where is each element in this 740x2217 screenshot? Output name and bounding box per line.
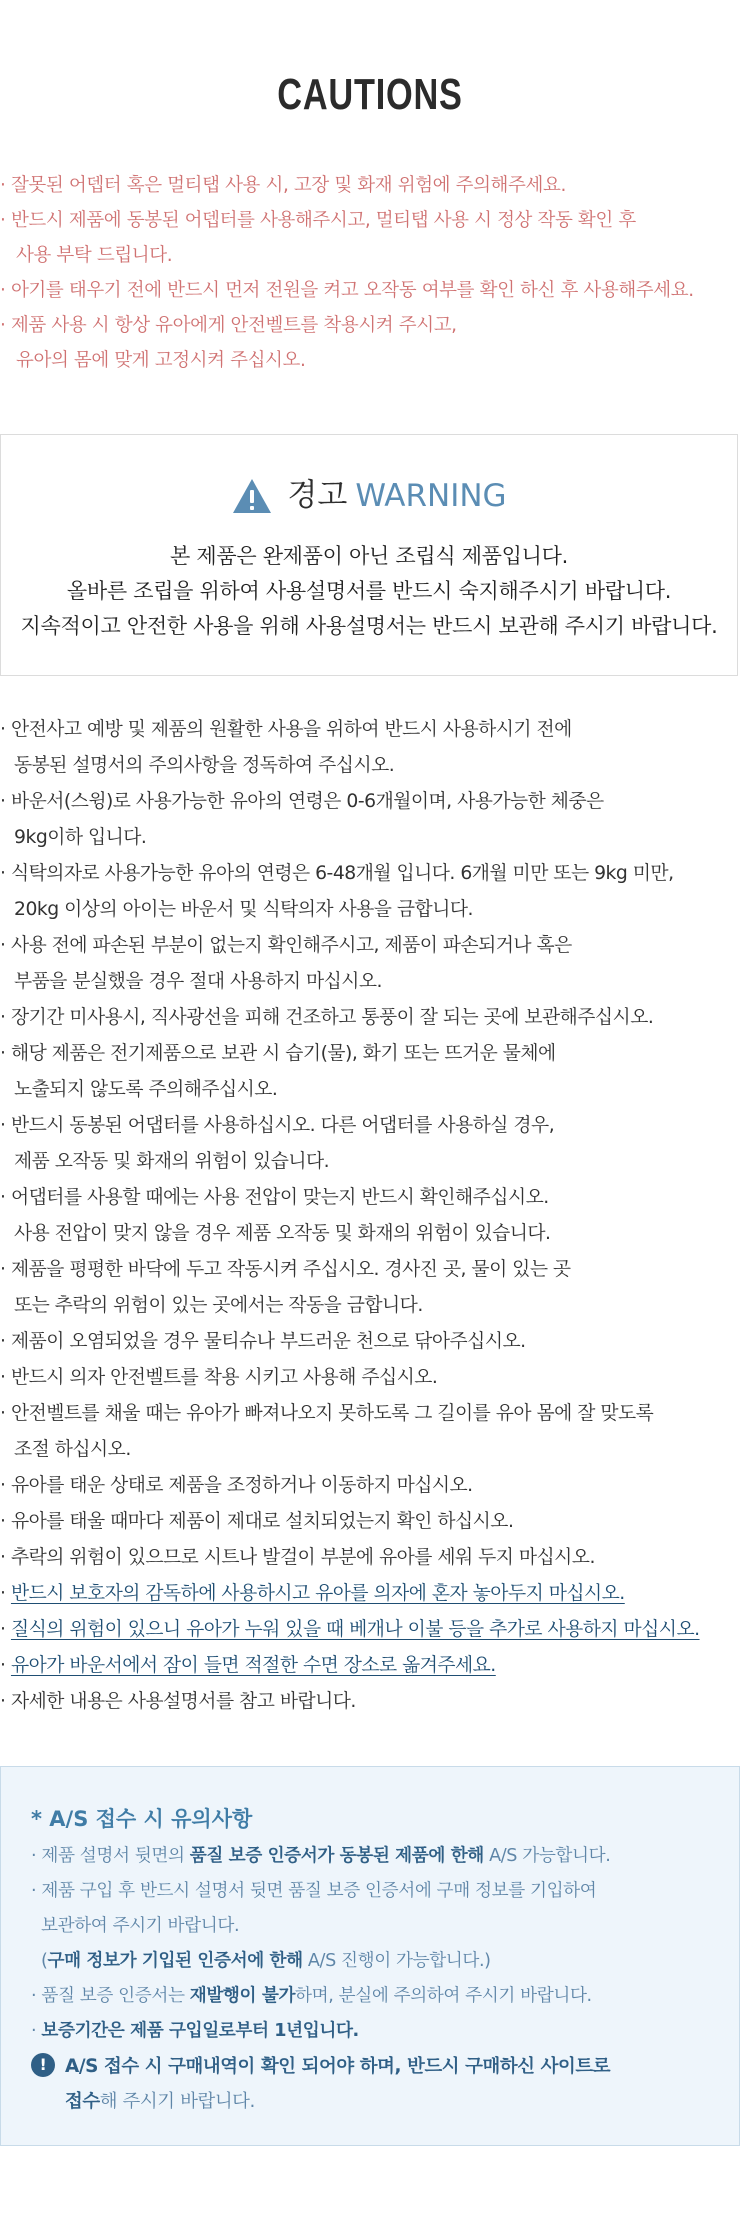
as-notice-list (31, 1839, 610, 2049)
list-item: · 안전벨트를 채울 때는 유아가 빠져나오지 못하도록 그 길이를 유아 몸에 잘 맞도록 (0, 1403, 654, 1424)
cautions-list (0, 168, 740, 378)
highlighted-item: · 질식의 위험이 있으니 유아가 누워 있을 때 베개나 이불 등을 추가로 사용하지 마십시오. (0, 1619, 700, 1640)
list-item: · 추락의 위험이 있으므로 시트나 발걸이 부분에 유아를 세워 두지 마십시오. (0, 1547, 595, 1568)
caution-line: · 아기를 태우기 전에 반드시 먼저 전원을 켜고 오작동 여부를 확인 하신 후 사용해주세요. (0, 280, 694, 301)
as-notice-box (0, 1766, 740, 2146)
list-item: 사용 전압이 맞지 않을 경우 제품 오작동 및 화재의 위험이 있습니다. (14, 1223, 551, 1244)
list-item: 노출되지 않도록 주의해주십시오. (14, 1079, 278, 1100)
as-text: ( (41, 1951, 48, 1971)
as-item (31, 1839, 610, 1874)
list-item: · 유아를 태울 때마다 제품이 제대로 설치되었는지 확인 하십시오. (0, 1511, 514, 1532)
as-item (31, 2014, 610, 2049)
list-item: · 어댑터를 사용할 때에는 사용 전압이 맞는지 반드시 확인해주십시오. (0, 1187, 549, 1208)
as-text: · (31, 2021, 42, 2041)
list-item: · 해당 제품은 전기제품으로 보관 시 습기(물), 화기 또는 뜨거운 물체에 (0, 1043, 556, 1064)
as-note (31, 2049, 610, 2119)
list-item: 또는 추락의 위험이 있는 곳에서는 작동을 금합니다. (14, 1295, 423, 1316)
as-item: · 제품 구입 후 반드시 설명서 뒷면 품질 보증 인증서에 구매 정보를 기입하여 (31, 1881, 597, 1901)
as-emphasis: 재발행이 불가 (189, 1986, 296, 2006)
warning-line: 올바른 조립을 위하여 사용설명서를 반드시 숙지해주시기 바랍니다. (66, 579, 672, 603)
highlighted-text: 질식의 위험이 있으니 유아가 누워 있을 때 베개나 이불 등을 추가로 사용하지 마십시오. (10, 1619, 700, 1640)
warning-box (0, 434, 738, 676)
warning-triangle-icon (231, 477, 273, 515)
caution-line: · 잘못된 어뎁터 혹은 멀티탭 사용 시, 고장 및 화재 위험에 주의해주세요. (0, 175, 566, 196)
list-item: 제품 오작동 및 화재의 위험이 있습니다. (14, 1151, 330, 1172)
as-note-emphasis: 접수 (65, 2091, 100, 2112)
as-text: A/S 가능합니다. (483, 1846, 611, 1866)
as-emphasis: 품질 보증 인증서가 동봉된 제품에 한해 (189, 1846, 484, 1866)
as-note-line (31, 2049, 610, 2084)
caution-line: 유아의 몸에 맞게 고정시켜 주십시오. (16, 350, 306, 371)
warning-line: 본 제품은 완제품이 아닌 조립식 제품입니다. (170, 544, 568, 568)
as-emphasis: 구매 정보가 기입된 인증서에 한해 (47, 1951, 303, 1971)
list-item: 동봉된 설명서의 주의사항을 정독하여 주십시오. (14, 755, 395, 776)
list-item: · 안전사고 예방 및 제품의 원활한 사용을 위하여 반드시 사용하시기 전에 (0, 719, 572, 740)
as-text: · 품질 보증 인증서는 (31, 1986, 190, 2006)
caution-line: · 제품 사용 시 항상 유아에게 안전벨트를 착용시켜 주시고, (0, 315, 457, 336)
highlighted-text: 반드시 보호자의 감독하에 사용하시고 유아를 의자에 혼자 놓아두지 마십시오. (10, 1583, 625, 1604)
warning-heading (1, 473, 737, 517)
as-item: 보관하여 주시기 바랍니다. (41, 1916, 240, 1936)
exclamation-circle-icon: ! (31, 2053, 55, 2077)
highlighted-item: · 반드시 보호자의 감독하에 사용하시고 유아를 의자에 혼자 놓아두지 마십시오. (0, 1583, 625, 1604)
safety-list (0, 712, 740, 1720)
list-item: 9kg이하 입니다. (14, 827, 147, 848)
list-item: 부품을 분실했을 경우 절대 사용하지 마십시오. (14, 971, 383, 992)
list-item: · 자세한 내용은 사용설명서를 참고 바랍니다. (0, 1691, 356, 1712)
as-text: A/S 진행이 가능합니다.) (302, 1951, 491, 1971)
list-item: · 유아를 태운 상태로 제품을 조정하거나 이동하지 마십시오. (0, 1475, 473, 1496)
highlighted-text: 유아가 바운서에서 잠이 들면 적절한 수면 장소로 옮겨주세요. (10, 1655, 496, 1676)
as-note-text: A/S 접수 시 구매내역이 확인 되어야 하며, 반드시 구매하신 사이트로 (65, 2056, 611, 2077)
list-item: · 반드시 의자 안전벨트를 착용 시키고 사용해 주십시오. (0, 1367, 438, 1388)
list-item: · 반드시 동봉된 어댑터를 사용하십시오. 다른 어댑터를 사용하실 경우, (0, 1115, 555, 1136)
as-emphasis: 보증기간은 제품 구입일로부터 1년입니다. (41, 2021, 359, 2041)
as-notice-title: * A/S 접수 시 유의사항 (31, 1807, 253, 1831)
page-title: CAUTIONS (277, 70, 463, 119)
list-item: · 식탁의자로 사용가능한 유아의 연령은 6-48개월 입니다. 6개월 미만 또는 9kg 미만, (0, 863, 674, 884)
list-item: · 제품을 평평한 바닥에 두고 작동시켜 주십시오. 경사진 곳, 물이 있는 곳 (0, 1259, 571, 1280)
caution-line: 사용 부탁 드립니다. (16, 245, 173, 266)
as-text: · 제품 설명서 뒷면의 (31, 1846, 190, 1866)
as-text: 하며, 분실에 주의하여 주시기 바랍니다. (295, 1986, 592, 2006)
highlighted-item: · 유아가 바운서에서 잠이 들면 적절한 수면 장소로 옮겨주세요. (0, 1655, 496, 1676)
warning-label-en: WARNING (355, 477, 507, 514)
list-item: · 장기간 미사용시, 직사광선을 피해 건조하고 통풍이 잘 되는 곳에 보관해주십시오. (0, 1007, 654, 1028)
list-item: 20kg 이상의 아이는 바운서 및 식탁의자 사용을 금합니다. (14, 899, 473, 920)
as-note-text: 해 주시기 바랍니다. (99, 2091, 255, 2112)
warning-text (1, 539, 737, 644)
warning-label-ko: 경고 (287, 477, 348, 514)
as-item (31, 1979, 610, 2014)
as-item (31, 1944, 610, 1979)
caution-line: · 반드시 제품에 동봉된 어뎁터를 사용해주시고, 멀티탭 사용 시 정상 작동 확인 후 (0, 210, 636, 231)
list-item: · 바운서(스윙)로 사용가능한 유아의 연령은 0-6개월이며, 사용가능한 체중은 (0, 791, 604, 812)
list-item: 조절 하십시오. (14, 1439, 131, 1460)
list-item: · 제품이 오염되었을 경우 물티슈나 부드러운 천으로 닦아주십시오. (0, 1331, 526, 1352)
as-note-line (31, 2084, 610, 2119)
warning-line: 지속적이고 안전한 사용을 위해 사용설명서는 반드시 보관해 주시기 바랍니다. (20, 614, 718, 638)
list-item: · 사용 전에 파손된 부분이 없는지 확인해주시고, 제품이 파손되거나 혹은 (0, 935, 572, 956)
